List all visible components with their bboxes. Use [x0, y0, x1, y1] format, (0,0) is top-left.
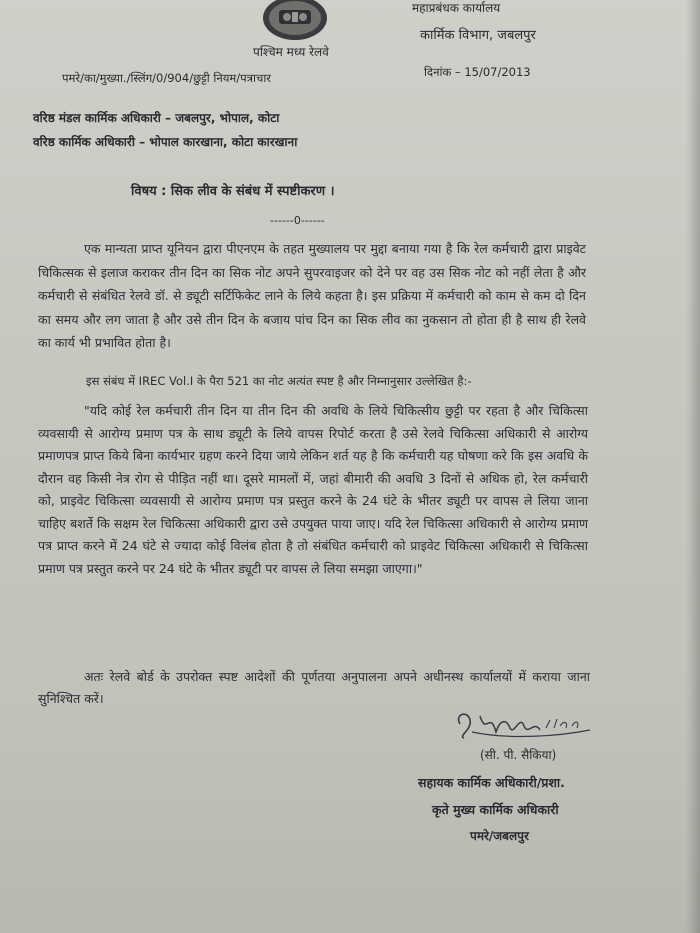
signatory-office: पमरे/जबलपुर: [470, 829, 529, 843]
signatory-designation: सहायक कार्मिक अधिकारी/प्रशा.: [418, 775, 565, 790]
recipient-line-2: वरिष्ठ कार्मिक अधिकारी – भोपाल कारखाना, कोटा कारखाना: [33, 135, 298, 149]
signatory-name: (सी. पी. सैकिया): [480, 748, 557, 762]
letter-date: दिनांक – 15/07/2013: [424, 65, 531, 79]
signatory-on-behalf: कृते मुख्य कार्मिक अधिकारी: [432, 802, 559, 817]
handwritten-signature: [450, 706, 600, 746]
organization-name: पश्चिम मध्य रेलवे: [253, 45, 329, 59]
office-name: महाप्रबंधक कार्यालय: [412, 1, 501, 15]
recipient-line-1: वरिष्ठ मंडल कार्मिक अधिकारी – जबलपुर, भोपाल, कोटा: [33, 111, 280, 125]
reference-number: पमरे/का/मुख्या./स्लिंग/0/904/छुट्टी नियम/पत्राचार: [62, 71, 272, 85]
railway-emblem-logo: [261, 0, 329, 42]
quoted-rule-paragraph: "यदि कोई रेल कर्मचारी तीन दिन या तीन दिन की अवधि के लिये चिकित्सीय छुट्टी पर रहता है और चिकित्सा व्यवसायी से आरोग्य प्रमाण पत्र के साथ ड्यूटी के लिये वापस रिपोर्ट करता है उसे रेलवे चिकित्सा अधिकारी से आरोग्य प्रमाणपत्र प्राप्त किये बिना कार्यभार ग्रहण करने दिया जाये लेकिन शर्त यह है कि कर्मचारी यह घोषणा करे कि इस अवधि के दौरान वह किसी नेत्र रोग से पीड़ित नहीं था। दूसरे मामलों में, जहां बीमारी की अवधि 3 दिनों से अधिक हो, रेल कर्मचारी को, प्राइवेट चिकित्सा व्यवसायी से आरोग्य प्रमाण पत्र प्रस्तुत करने के 24 घंटे के भीतर ड्यूटी पर वापस ले लिया जाना चाहिए बशर्ते कि सक्षम रेल चिकित्सा अधिकारी द्वारा उसे उपयुक्त पाया जाए। यदि रेल चिकित्सा अधिकारी से आरोग्य प्रमाण पत्र प्राप्त करने में 24 घंटे से ज्यादा कोई विलंब होता है तो संबंधित कर्मचारी को प्राइवेट चिकित्सा अधिकारी से चिकित्सा प्रमाण पत्र प्रस्तुत करने पर 24 घंटे के भीतर ड्यूटी पर वापस ले लिया समझा जाएगा।": [38, 403, 588, 576]
section-divider: ------0------: [270, 214, 325, 227]
body-paragraph-3: अतः रेलवे बोर्ड के उपरोक्त स्पष्ट आदेशों की पूर्णतया अनुपालना अपने अधीनस्थ कार्यालयों में कराया जाना सुनिश्चित करें।: [38, 669, 590, 706]
letter-subject: विषय : सिक लीव के संबंध में स्पष्टीकरण ।: [131, 184, 335, 199]
department-name: कार्मिक विभाग, जबलपुर: [420, 28, 536, 43]
body-paragraph-1: एक मान्यता प्राप्त यूनियन द्वारा पीएनएम के तहत मुख्यालय पर मुद्दा बनाया गया है कि रेल कर्मचारी द्वारा प्राइवेट चिकित्सक से इलाज कराकर तीन दिन का सिक नोट अपने सुपरवाइजर को देने पर वह उस सिक नोट को नहीं लेता है और कर्मचारी से संबंधित रेलवे डॉ. से ड्यूटी सर्टिफिकेट लाने के लिये कहता है। इस प्रक्रिया में कर्मचारी को काम से कम दो दिन का समय और लग जाता है और उसे तीन दिन के बजाय पांच दिन का सिक लीव का नुकसान तो होता ही है साथ ही रेलवे का कार्य भी प्रभावित होता है।: [38, 241, 586, 350]
body-paragraph-2: इस संबंध में IREC Vol.I के पैरा 521 का नोट अत्यंत स्पष्ट है और निम्नानुसार उल्लेखित है:-: [86, 374, 472, 388]
